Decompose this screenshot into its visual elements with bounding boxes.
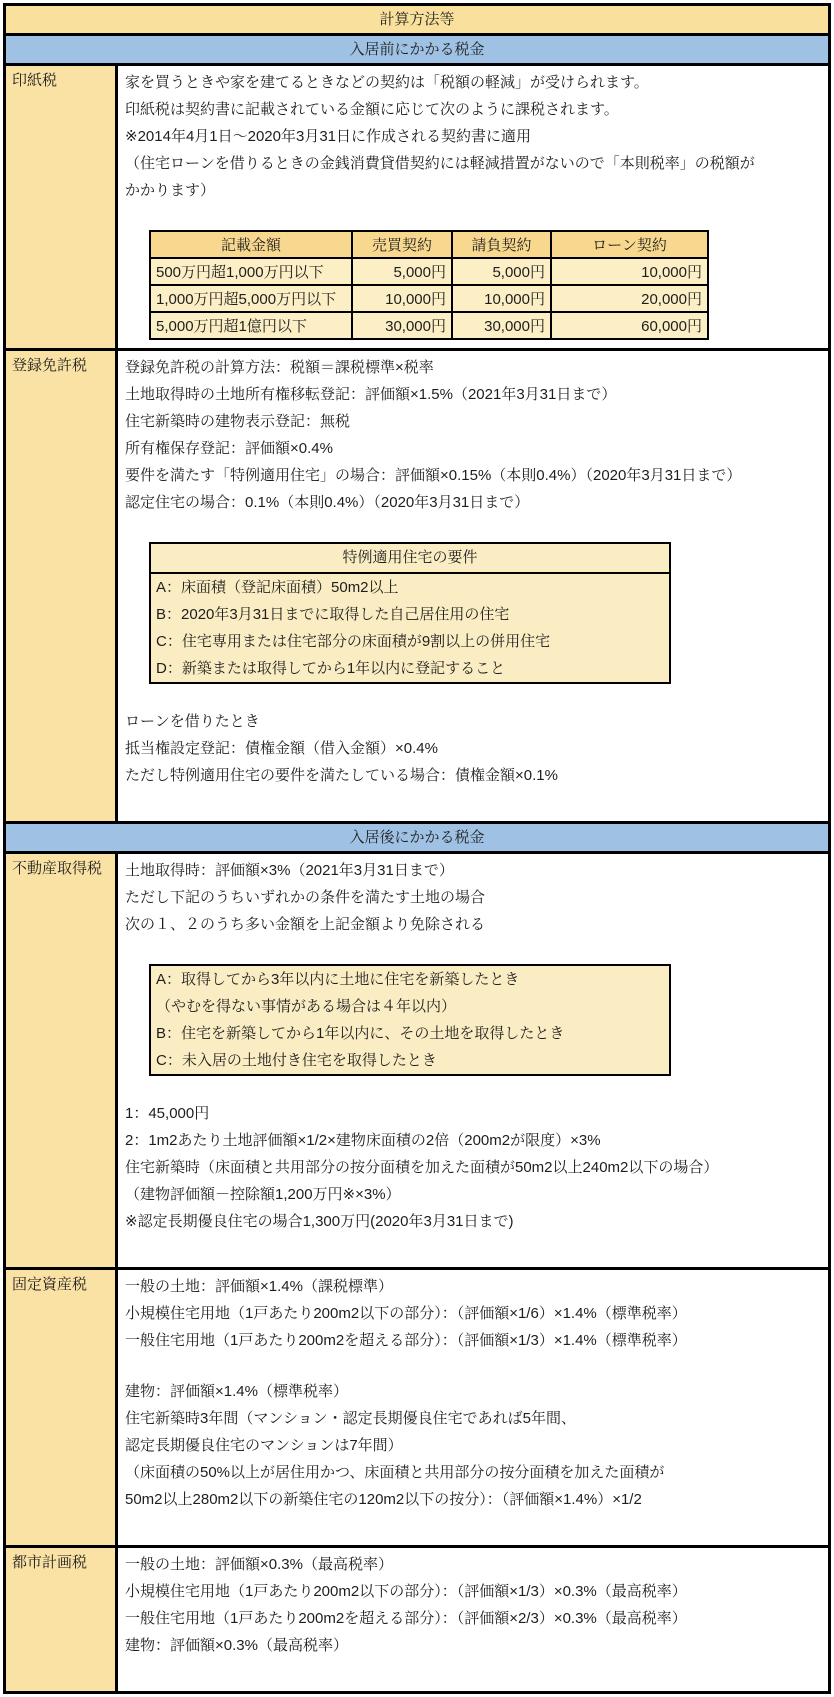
table-cell: 1,000万円超5,000万円以下: [150, 285, 352, 312]
table-cell: 5,000円: [452, 258, 551, 285]
spacer: [125, 516, 822, 540]
text-line: 抵当権設定登記：債権金額（借入金額）×0.4%: [125, 740, 438, 757]
text-line: （床面積の50%以上が居住用かつ、床面積と共用部分の按分面積を加えた面積が: [125, 1464, 665, 1481]
table-cell: 20,000円: [551, 285, 708, 312]
text-line: 土地取得時の土地所有権移転登記：評価額×1.5%（2021年3月31日まで）: [125, 386, 617, 403]
spacer: [125, 1354, 822, 1378]
fixed-asset-tax-content: [118, 1270, 828, 1545]
table-row: [150, 312, 708, 339]
table-cell: 60,000円: [551, 312, 708, 339]
table-cell: 30,000円: [452, 312, 551, 339]
tax-calculation-document: [3, 3, 831, 1694]
registration-tax-content: [118, 351, 828, 821]
text-line: 登録免許税の計算方法：税額＝課税標準×税率: [125, 359, 434, 376]
table-cell: 10,000円: [452, 285, 551, 312]
table-cell: 10,000円: [551, 258, 708, 285]
row-fixed-asset-tax: [6, 1267, 828, 1545]
acquisition-tax-content: [118, 854, 828, 1267]
col-header-loan-contract: ローン契約: [551, 231, 708, 258]
land-exemption-conditions-box: [149, 964, 671, 1076]
col-header-amount: 記載金額: [150, 231, 352, 258]
spacer: [125, 1076, 822, 1100]
text-line: かかります）: [125, 182, 216, 199]
table-cell: 5,000万円超1億円以下: [150, 312, 352, 339]
text-line: 住宅新築時（床面積と共用部分の按分面積を加えた面積が50m2以上240m2以下の場合）: [125, 1159, 719, 1176]
text-line: 家を買うときや家を建てるときなどの契約は「税額の軽減」が受けられます。: [125, 74, 649, 91]
box-header: 特例適用住宅の要件: [151, 544, 669, 574]
text-line: 認定長期優良住宅のマンションは7年間）: [125, 1437, 403, 1454]
table-cell: 500万円超1,000万円以下: [150, 258, 352, 285]
text-line: 一般住宅用地（1戸あたり200m2を超える部分）：（評価額×1/3）×1.4%（標準税率）: [125, 1332, 687, 1349]
tax-label-fixed-asset: 固定資産税: [6, 1270, 118, 1545]
row-stamp-tax: [6, 63, 828, 348]
text-line: （住宅ローンを借りるときの金銭消費貸借契約には軽減措置がないので「本則税率」の税額が: [125, 155, 755, 172]
box-line: B：2020年3月31日までに取得した自己居住用の住宅: [156, 606, 510, 623]
text-line: 建物：評価額×0.3%（最高税率）: [125, 1637, 348, 1654]
col-header-work-contract: 請負契約: [452, 231, 551, 258]
text-line: ローンを借りたとき: [125, 713, 260, 730]
spacer: [125, 1513, 822, 1537]
text-line: 所有権保存登記：評価額×0.4%: [125, 440, 333, 457]
text-line: 認定住宅の場合：0.1%（本則0.4%）（2020年3月31日まで）: [125, 494, 530, 511]
text-line: 土地取得時：評価額×3%（2021年3月31日まで）: [125, 862, 454, 879]
section-header-after-movein: 入居後にかかる税金: [6, 821, 828, 851]
box-line: A：取得してから3年以内に土地に住宅を新築したとき: [156, 971, 520, 988]
box-line: （やむを得ない事情がある場合は４年以内）: [156, 998, 457, 1015]
city-planning-tax-content: [118, 1548, 828, 1691]
table-row: [150, 258, 708, 285]
tax-label-registration: 登録免許税: [6, 351, 118, 821]
col-header-sale-contract: 売買契約: [352, 231, 452, 258]
table-cell: 5,000円: [352, 258, 452, 285]
stamp-tax-table: [149, 230, 709, 340]
row-property-acquisition-tax: [6, 851, 828, 1267]
text-line: （建物評価額－控除額1,200万円※×3%）: [125, 1186, 401, 1203]
box-line: C：住宅専用または住宅部分の床面積が9割以上の併用住宅: [156, 633, 551, 650]
special-housing-requirements-box: [149, 542, 671, 684]
spacer: [125, 1235, 822, 1259]
spacer: [125, 204, 822, 228]
text-line: 次の１、２のうち多い金額を上記金額より免除される: [125, 916, 486, 933]
text-line: 要件を満たす「特例適用住宅」の場合：評価額×0.15%（本則0.4%）（2020年3月31日まで）: [125, 467, 742, 484]
spacer: [125, 684, 822, 708]
page-title: 計算方法等: [6, 6, 828, 33]
box-line: D：新築または取得してから1年以内に登記すること: [156, 660, 506, 677]
text-line: 小規模住宅用地（1戸あたり200m2以下の部分）：（評価額×1/6）×1.4%（標準税率）: [125, 1305, 687, 1322]
table-cell: 10,000円: [352, 285, 452, 312]
text-line: 一般住宅用地（1戸あたり200m2を超える部分）：（評価額×2/3）×0.3%（最高税率）: [125, 1610, 687, 1627]
tax-label-city-planning: 都市計画税: [6, 1548, 118, 1691]
stamp-table-header-row: [150, 231, 708, 258]
text-line: ※2014年4月1日～2020年3月31日に作成される契約書に適用: [125, 128, 532, 145]
table-row: [150, 285, 708, 312]
text-line: 建物：評価額×1.4%（標準税率）: [125, 1383, 348, 1400]
text-line: ただし特例適用住宅の要件を満たしている場合：債権金額×0.1%: [125, 767, 558, 784]
text-line: 1：45,000円: [125, 1105, 210, 1122]
spacer: [125, 1659, 822, 1683]
text-line: 50m2以上280m2以下の新築住宅の120m2以下の按分）：（評価額×1.4%）×1/2: [125, 1491, 642, 1508]
text-line: 住宅新築時3年間（マンション・認定長期優良住宅であれば5年間、: [125, 1410, 577, 1427]
row-registration-license-tax: [6, 348, 828, 821]
stamp-tax-content: [118, 66, 828, 348]
text-line: ただし下記のうちいずれかの条件を満たす土地の場合: [125, 889, 486, 906]
text-line: 住宅新築時の建物表示登記：無税: [125, 413, 351, 430]
text-line: 一般の土地：評価額×0.3%（最高税率）: [125, 1556, 393, 1573]
text-line: ※認定長期優良住宅の場合1,300万円(2020年3月31日まで): [125, 1213, 514, 1230]
tax-label-stamp: 印紙税: [6, 66, 118, 348]
box-line: C：未入居の土地付き住宅を取得したとき: [156, 1052, 437, 1069]
section-header-before-movein: 入居前にかかる税金: [6, 33, 828, 63]
text-line: 印紙税は契約書に記載されている金額に応じて次のように課税されます。: [125, 101, 619, 118]
box-line: A：床面積（登記床面積）50m2以上: [156, 579, 399, 596]
text-line: 小規模住宅用地（1戸あたり200m2以下の部分）：（評価額×1/3）×0.3%（最高税率）: [125, 1583, 687, 1600]
text-line: 一般の土地：評価額×1.4%（課税標準）: [125, 1278, 393, 1295]
text-line: 2：1m2あたり土地評価額×1/2×建物床面積の2倍（200m2が限度）×3%: [125, 1132, 601, 1149]
row-city-planning-tax: [6, 1545, 828, 1691]
spacer: [125, 789, 822, 813]
tax-label-acquisition: 不動産取得税: [6, 854, 118, 1267]
spacer: [125, 938, 822, 962]
box-line: B：住宅を新築してから1年以内に、その土地を取得したとき: [156, 1025, 565, 1042]
table-cell: 30,000円: [352, 312, 452, 339]
